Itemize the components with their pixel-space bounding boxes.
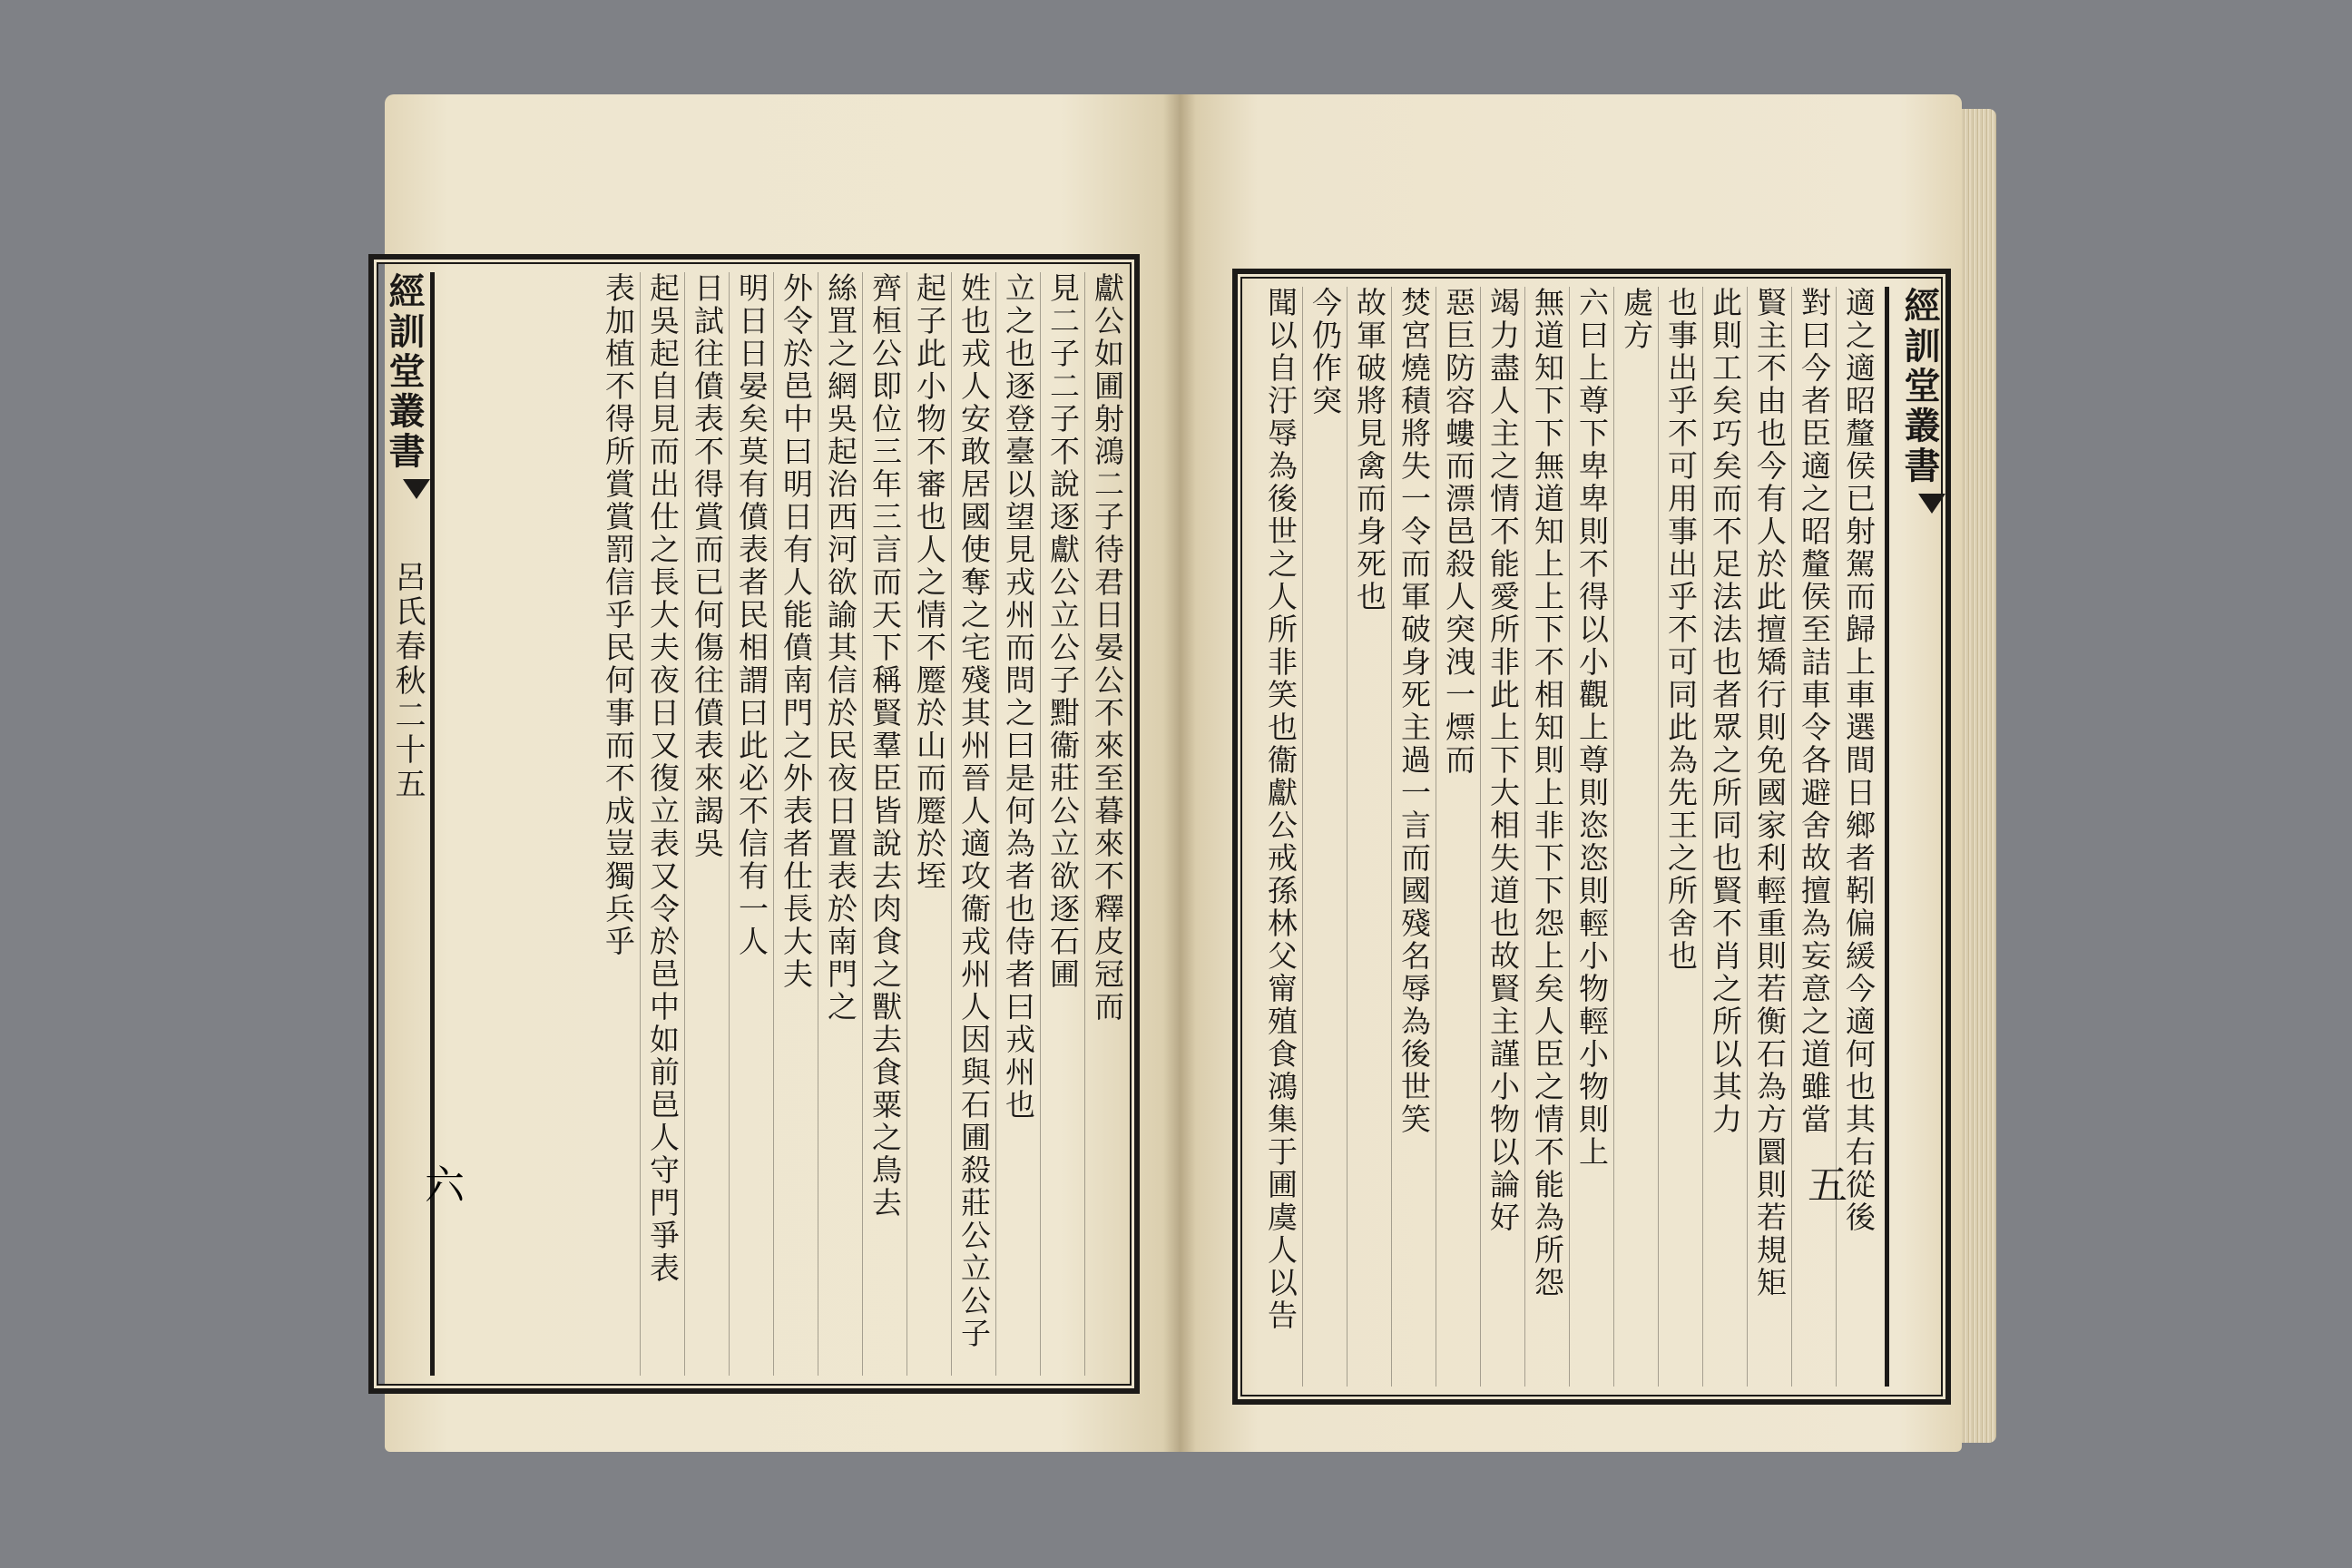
right-text-columns bbox=[1243, 287, 1880, 1387]
text-column: 對曰今者臣適之昭釐侯至詰車令各避舍故擅為妄意之道雖當 bbox=[1791, 287, 1836, 1387]
fish-tail-ornament-icon bbox=[403, 479, 430, 499]
text-column: 六曰上尊下卑卑則不得以小觀上尊則恣恣則輕小物輕小物則上 bbox=[1569, 287, 1613, 1387]
text-column: 起子此小物不審也人之情不蹷於山而蹷於垤 bbox=[906, 272, 951, 1376]
text-column: 見二子二子不說逐獻公立公子黚衞莊公立欲逐石圃 bbox=[1040, 272, 1084, 1376]
text-column: 賢主不由也今有人於此擅矯行則免國家利輕重則若衡石為方圜則若規矩 bbox=[1747, 287, 1791, 1387]
left-page-number: 六 bbox=[425, 1162, 465, 1209]
text-column: 聞以自汙辱為後世之人所非笑也衞獻公戒孫林父甯殖食鴻集于圃虞人以告 bbox=[1263, 287, 1298, 1332]
text-column: 竭力盡人主之情不能愛所非此上下大相失道也故賢主謹小物以論好 bbox=[1480, 287, 1524, 1387]
text-column: 焚宮燒積將失一令而軍破身死主過一言而國殘名辱為後世笑 bbox=[1391, 287, 1436, 1387]
left-text-frame bbox=[368, 254, 1140, 1394]
text-column: 處方 bbox=[1613, 287, 1658, 1387]
text-column: 此則工矣巧矣而不足法法也者眾之所同也賢不肖之所以其力 bbox=[1702, 287, 1747, 1387]
right-margin-column bbox=[1885, 287, 1945, 1387]
text-column: 立之也逐登臺以望見戎州而問之曰是何為者也侍者曰戎州也 bbox=[995, 272, 1040, 1376]
right-page-number: 五 bbox=[1808, 1162, 1847, 1209]
left-text-columns bbox=[439, 272, 1129, 1376]
text-column: 適之適昭釐侯已射駕而歸上車選間日鄉者靷偏緩今適何也其右從後 bbox=[1836, 287, 1880, 1387]
text-column: 無道知下下無道知上上下不相知則上非下下怨上矣人臣之情不能為所怨 bbox=[1524, 287, 1569, 1387]
text-column: 外令於邑中曰明日有人能僨南門之外表者仕長大夫 bbox=[773, 272, 818, 1376]
right-text-frame bbox=[1232, 269, 1951, 1405]
text-column: 惡巨防容螻而漂邑殺人突洩一熛而 bbox=[1436, 287, 1480, 1387]
text-column: 故軍破將見禽而身死也 bbox=[1347, 287, 1391, 1387]
text-column: 明日日晏矣莫有僨表者民相謂曰此必不信有一人 bbox=[729, 272, 773, 1376]
text-column: 日試往僨表不得賞而已何傷往僨表來謁吳 bbox=[684, 272, 729, 1376]
text-column: 起吳起自見而出仕之長大夫夜日又復立表又令於邑中如前邑人守門爭表 bbox=[640, 272, 684, 1376]
left-header-title: 經訓堂叢書 bbox=[383, 272, 426, 472]
right-header-title: 經訓堂叢書 bbox=[1898, 287, 1941, 486]
text-column: 姓也戎人安敢居國使奪之宅殘其州晉人適攻衞戎州人因與石圃殺莊公立公子 bbox=[951, 272, 995, 1376]
page-edges bbox=[1962, 109, 1996, 1443]
text-column: 齊桓公即位三年三言而天下稱賢羣臣皆說去肉食之獸去食粟之鳥去 bbox=[862, 272, 906, 1376]
text-column: 表加植不得所賞賞罰信乎民何事而不成豈獨兵乎 bbox=[601, 272, 636, 958]
text-column: 也事出乎不可用事出乎不可同此為先王之所舍也 bbox=[1658, 287, 1702, 1387]
fish-tail-ornament-icon bbox=[1918, 494, 1945, 514]
book-spine bbox=[1163, 94, 1196, 1452]
left-chapter-mark: 呂氏春秋二十五 bbox=[389, 561, 426, 802]
text-column: 絲罝之網吳起治西河欲諭其信於民夜日置表於南門之 bbox=[818, 272, 862, 1376]
text-column: 今仍作突 bbox=[1302, 287, 1347, 1387]
text-column: 獻公如圃射鴻二子待君日晏公不來至暮來不釋皮冠而 bbox=[1084, 272, 1129, 1376]
